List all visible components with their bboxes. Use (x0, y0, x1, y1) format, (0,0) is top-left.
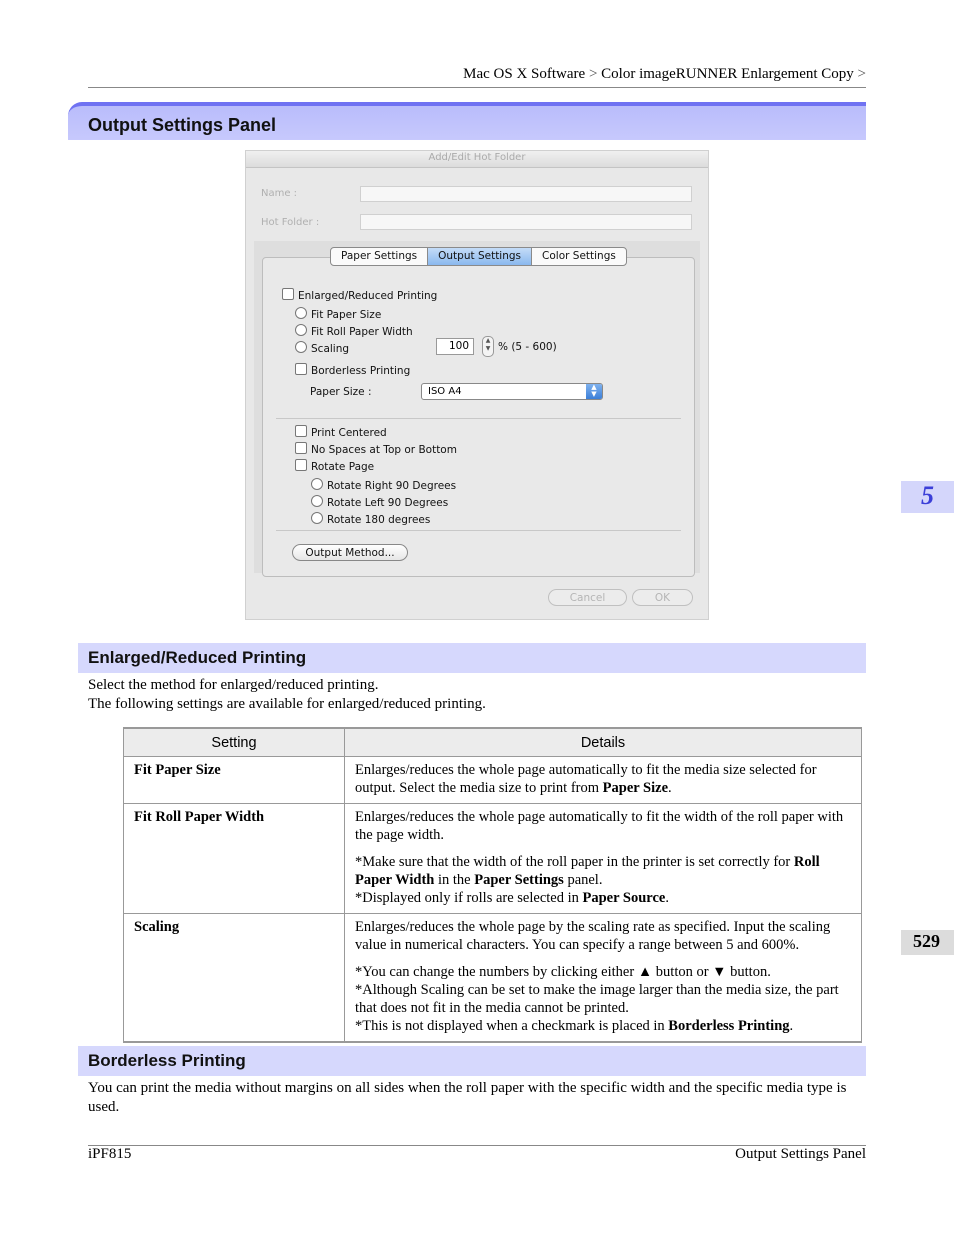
divider (276, 418, 681, 419)
borderless-checkbox[interactable] (295, 363, 410, 377)
stepper-up-icon[interactable]: ▲ (485, 337, 491, 344)
checkbox-box (295, 363, 307, 375)
table-header-row (124, 728, 862, 757)
fit-paper-size-label: Fit Paper Size (311, 309, 382, 321)
page-number-tab (901, 930, 954, 955)
cancel-button[interactable]: Cancel (548, 589, 627, 606)
borderless-label: Borderless Printing (311, 365, 411, 377)
scaling-input[interactable]: 100 (436, 338, 474, 355)
details-cell (345, 757, 862, 804)
section-header-output-settings (68, 102, 866, 140)
name-label: Name : (261, 188, 298, 199)
fit-roll-paper-width-label: Fit Roll Paper Width (311, 326, 413, 338)
ok-button[interactable]: OK (632, 589, 693, 606)
scaling-label: Scaling (311, 343, 350, 355)
scaling-stepper[interactable] (482, 336, 494, 357)
hot-folder-label: Hot Folder : (261, 217, 320, 228)
rotate-right-radio[interactable] (311, 478, 456, 492)
section-header-enlarged-reduced (78, 643, 866, 673)
table-row (124, 757, 862, 804)
checkbox-box (295, 425, 307, 437)
rotate-180-radio[interactable] (311, 512, 430, 526)
rotate-page-checkbox[interactable] (295, 459, 374, 473)
details-paragraph: *Make sure that the width of the roll paper in the printer is set correctly for Roll Paper Width in the Paper Settings panel. *Displayed only if rolls are selected in Paper Source. (355, 854, 820, 906)
add-edit-hot-folder-dialog (245, 150, 709, 620)
checkbox-box (295, 442, 307, 454)
radio-circle (311, 495, 323, 507)
scaling-radio[interactable] (295, 341, 349, 355)
table-row (124, 914, 862, 1043)
tab-paper-settings[interactable]: Paper Settings (331, 248, 428, 265)
select-arrows-icon: ▲ ▼ (586, 384, 602, 399)
intro-text-2: The following settings are available for enlarged/reduced printing. (88, 696, 486, 712)
breadcrumb-separator: > (857, 66, 866, 82)
no-spaces-label: No Spaces at Top or Bottom (311, 444, 457, 456)
details-paragraph: *You can change the numbers by clicking either ▲ button or ▼ button. *Although Scaling can be set to make the image larger than the media size, the part that does not fit in the media cannot be printed. *This is not displayed when a checkmark is placed in Borderless Printing. (355, 964, 839, 1034)
emphasized-term: Roll Paper Width (355, 854, 820, 888)
footer-model: iPF815 (88, 1146, 132, 1162)
footer-section-title: Output Settings Panel (735, 1146, 866, 1162)
setting-cell: Scaling (124, 914, 345, 1043)
paper-size-select[interactable] (421, 383, 603, 400)
rotate-180-label: Rotate 180 degrees (327, 514, 431, 526)
dialog-tabbar (330, 247, 627, 266)
print-centered-label: Print Centered (311, 427, 387, 439)
enlarged-reduced-label: Enlarged/Reduced Printing (298, 290, 438, 302)
section-title: Enlarged/Reduced Printing (88, 648, 307, 667)
details-cell (345, 914, 862, 1043)
enlarged-reduced-checkbox[interactable] (282, 288, 437, 302)
section-header-borderless (78, 1046, 866, 1076)
output-settings-panel (262, 257, 695, 577)
tab-color-settings[interactable]: Color Settings (542, 250, 616, 262)
breadcrumb-item[interactable]: Mac OS X Software (463, 66, 586, 82)
rotate-right-label: Rotate Right 90 Degrees (327, 480, 457, 492)
page-title: Output Settings Panel (88, 115, 277, 135)
dialog-title: Add/Edit Hot Folder (428, 152, 526, 163)
table-row (124, 804, 862, 914)
emphasized-term: Paper Size (602, 780, 669, 796)
print-centered-checkbox[interactable] (295, 425, 387, 439)
borderless-text: You can print the media without margins on all sides when the roll paper with the specific width and the specific media type is used. (88, 1080, 847, 1115)
checkbox-box (282, 288, 294, 300)
output-method-button[interactable]: Output Method... (292, 544, 408, 561)
fit-roll-paper-width-radio[interactable] (295, 324, 413, 338)
stepper-down-icon[interactable]: ▼ (485, 345, 491, 352)
radio-circle (295, 307, 307, 319)
rotate-left-radio[interactable] (311, 495, 448, 509)
breadcrumb (463, 66, 866, 83)
details-paragraph: Enlarges/reduces the whole page by the scaling rate as specified. Input the scaling value in numerical characters. You can specify a range between 5 and 600%. (355, 919, 831, 953)
header-divider (88, 87, 866, 88)
tab-output-settings[interactable]: Output Settings (428, 248, 532, 265)
no-spaces-checkbox[interactable] (295, 442, 457, 456)
radio-circle (295, 341, 307, 353)
details-paragraph: Enlarges/reduces the whole page automatically to fit the width of the roll paper with the page width. (355, 809, 844, 843)
fit-paper-size-radio[interactable] (295, 307, 381, 321)
paper-size-label: Paper Size : (310, 386, 372, 398)
settings-table (123, 727, 862, 1043)
emphasized-term: Paper Settings (474, 872, 564, 888)
scaling-range-label: % (5 - 600) (498, 341, 557, 353)
breadcrumb-separator: > (588, 66, 598, 82)
chapter-number: 5 (921, 481, 934, 510)
name-field[interactable] (360, 186, 692, 202)
rotate-page-label: Rotate Page (311, 461, 375, 473)
section-title: Borderless Printing (88, 1051, 246, 1070)
emphasized-term: Paper Source (582, 890, 666, 906)
emphasized-term: Borderless Printing (668, 1018, 790, 1034)
column-header-setting: Setting (124, 728, 345, 757)
divider (276, 530, 681, 531)
radio-circle (311, 512, 323, 524)
setting-cell: Fit Paper Size (124, 757, 345, 804)
dialog-titlebar (246, 151, 708, 168)
radio-circle (311, 478, 323, 490)
details-paragraph: Enlarges/reduces the whole page automatically to fit the media size selected for output. Select the media size to print from Paper Size. (355, 762, 817, 796)
intro-text-1: Select the method for enlarged/reduced printing. (88, 677, 379, 693)
page-number: 529 (913, 931, 940, 951)
checkbox-box (295, 459, 307, 471)
paper-size-value: ISO A4 (428, 386, 462, 397)
breadcrumb-item[interactable]: Color imageRUNNER Enlargement Copy (601, 66, 854, 82)
rotate-left-label: Rotate Left 90 Degrees (327, 497, 449, 509)
details-cell (345, 804, 862, 914)
setting-cell: Fit Roll Paper Width (124, 804, 345, 914)
radio-circle (295, 324, 307, 336)
column-header-details: Details (345, 728, 862, 757)
chapter-tab[interactable] (901, 481, 954, 513)
hot-folder-field[interactable] (360, 214, 692, 230)
